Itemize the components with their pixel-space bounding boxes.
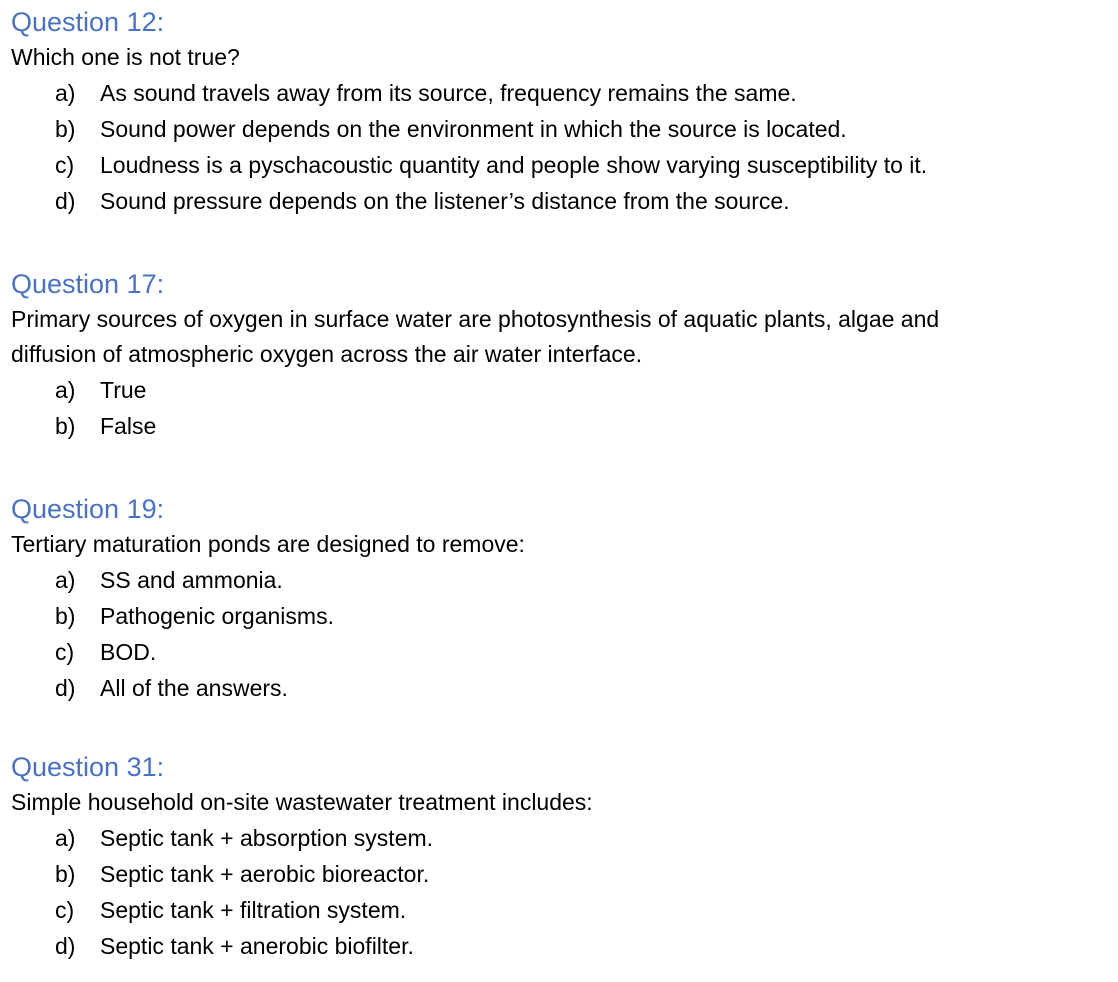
answer-option-c: [11, 147, 1111, 183]
option-letter: b): [55, 603, 76, 629]
option-letter: b): [55, 116, 76, 142]
question-text-line-2: diffusion of atmospheric oxygen across the air water interface.: [11, 341, 643, 367]
question-heading: Question 17:: [11, 269, 165, 299]
answer-options: [11, 562, 1111, 706]
question-text-line-1: Primary sources of oxygen in surface water are photosynthesis of aquatic plants, algae and: [11, 306, 940, 332]
option-letter: d): [55, 933, 76, 959]
answer-option-d: [11, 183, 1111, 219]
question-heading: Question 31:: [11, 752, 165, 782]
question-heading: Question 12:: [11, 7, 165, 37]
option-letter: c): [55, 897, 75, 923]
answer-option-c: [11, 634, 1111, 670]
option-text: BOD.: [100, 639, 157, 665]
option-letter: b): [55, 861, 76, 887]
option-text: All of the answers.: [100, 675, 288, 701]
option-text: Septic tank + absorption system.: [100, 825, 434, 851]
option-text: SS and ammonia.: [100, 567, 283, 593]
question-text: Tertiary maturation ponds are designed to remove:: [11, 531, 525, 557]
option-letter: a): [55, 377, 76, 403]
question-block-17: [11, 266, 1111, 444]
option-letter: c): [55, 152, 75, 178]
option-letter: c): [55, 639, 75, 665]
answer-option-a: [11, 75, 1111, 111]
answer-options: [11, 75, 1111, 219]
option-letter: a): [55, 80, 76, 106]
question-block-31: [11, 749, 1111, 964]
answer-option-b: [11, 598, 1111, 634]
option-text: Loudness is a pyschacoustic quantity and people show varying susceptibility to it.: [100, 152, 928, 178]
question-block-19: [11, 491, 1111, 706]
option-letter: a): [55, 825, 76, 851]
answer-option-b: [11, 111, 1111, 147]
question-text: Which one is not true?: [11, 44, 240, 70]
answer-option-a: [11, 820, 1111, 856]
option-text: Sound pressure depends on the listener’s distance from the source.: [100, 188, 790, 214]
option-text: Sound power depends on the environment in which the source is located.: [100, 116, 847, 142]
answer-option-a: [11, 562, 1111, 598]
answer-options: [11, 372, 1111, 444]
option-text: As sound travels away from its source, frequency remains the same.: [100, 80, 797, 106]
answer-option-b: [11, 856, 1111, 892]
option-letter: a): [55, 567, 76, 593]
option-letter: d): [55, 675, 76, 701]
answer-option-d: [11, 928, 1111, 964]
option-text: Septic tank + anerobic biofilter.: [100, 933, 414, 959]
option-text: Septic tank + aerobic bioreactor.: [100, 861, 430, 887]
option-text: True: [100, 377, 147, 403]
option-letter: b): [55, 413, 76, 439]
answer-options: [11, 820, 1111, 964]
option-text: Septic tank + filtration system.: [100, 897, 407, 923]
option-letter: d): [55, 188, 76, 214]
answer-option-c: [11, 892, 1111, 928]
question-heading: Question 19:: [11, 494, 165, 524]
answer-option-a: [11, 372, 1111, 408]
option-text: Pathogenic organisms.: [100, 603, 334, 629]
answer-option-d: [11, 670, 1111, 706]
option-text: False: [100, 413, 157, 439]
question-block-12: [11, 4, 1111, 219]
answer-option-b: [11, 408, 1111, 444]
question-text: Simple household on-site wastewater treatment includes:: [11, 789, 593, 815]
